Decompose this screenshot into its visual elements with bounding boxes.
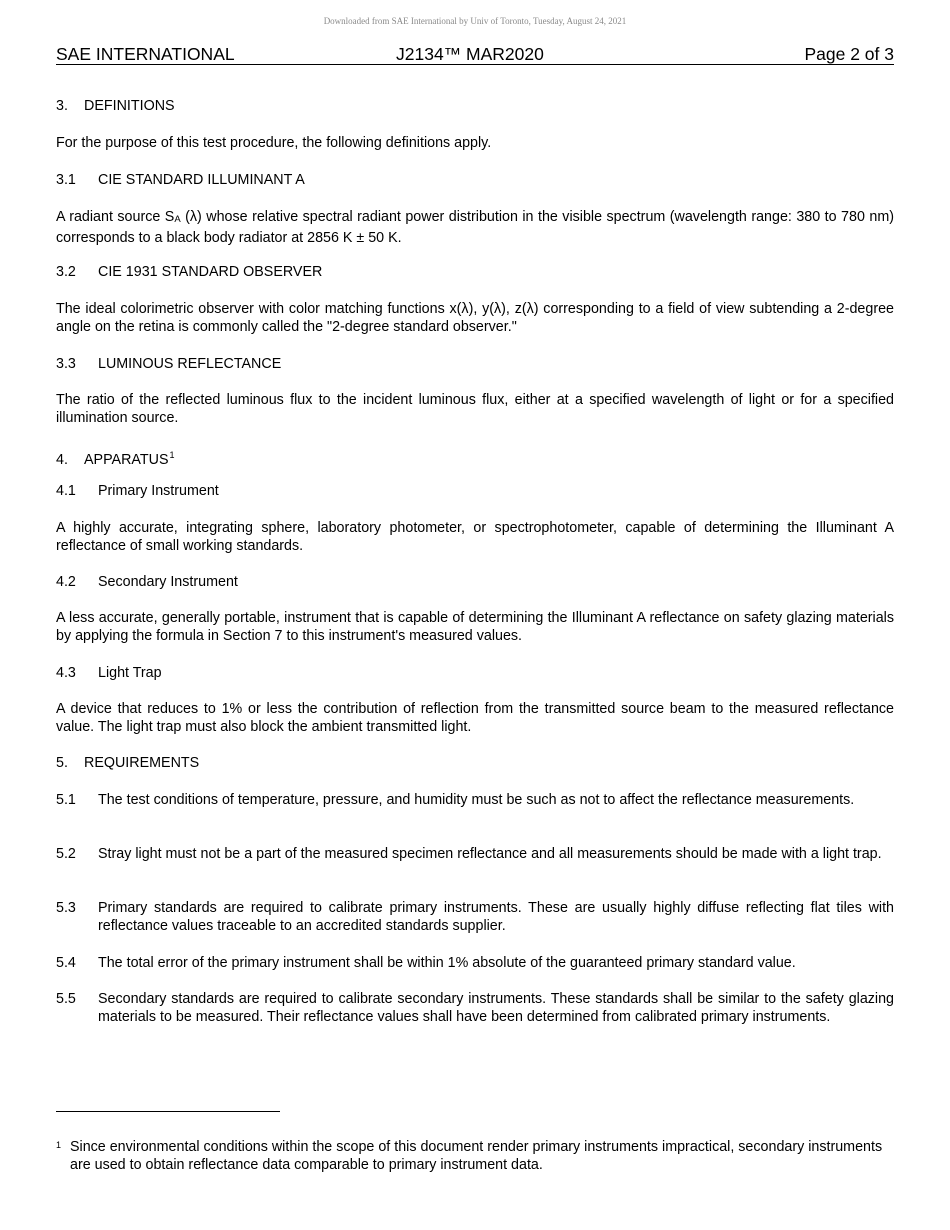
- requirement-text: Stray light must not be a part of the measured specimen reflectance and all measurements should be made with a light trap.: [98, 846, 882, 862]
- paragraph-text: A radiant source S: [56, 209, 175, 225]
- section-3-2-heading: [56, 263, 894, 281]
- requirement-number: 5.1: [56, 792, 76, 808]
- section-3-3-paragraph: The ratio of the reflected luminous flux to the incident luminous flux, either at a specified wavelength of light or for a specified illumination source.: [56, 392, 894, 426]
- section-4-1-paragraph: A highly accurate, integrating sphere, laboratory photometer, or spectrophotometer, capable of determining the Illuminant A reflectance of small working standards.: [56, 520, 894, 554]
- section-title: REQUIREMENTS: [84, 755, 200, 771]
- section-4-2-heading: [56, 573, 894, 591]
- section-number: 5.: [56, 755, 68, 771]
- paragraph-text-continued: (λ) whose relative spectral radiant power distribution in the visible spectrum (wavelength range: 380 to 780 nm) corresponds to a black body radiator at 2856 K ± 50 K.: [56, 209, 895, 246]
- requirement-text: Primary standards are required to calibrate primary instruments. These are usually highly diffuse reflecting flat tiles with reflectance values traceable to an accredited standards supplier.: [98, 900, 894, 934]
- section-4-heading: [56, 446, 894, 469]
- requirement-number: 5.3: [56, 900, 76, 916]
- section-4-2-paragraph: A less accurate, generally portable, instrument that is capable of determining the Illuminant A reflectance on safety glazing materials by applying the formula in Section 7 to this instrument's measured values.: [56, 610, 894, 644]
- section-number: 4.: [56, 452, 68, 468]
- section-title: APPARATUS: [84, 452, 169, 468]
- section-3-intro: For the purpose of this test procedure, the following definitions apply.: [56, 135, 492, 151]
- footnote-text: Since environmental conditions within the scope of this document render primary instruments impractical, secondary instruments are used to obtain reflectance data comparable to primary instrument data.: [70, 1139, 883, 1173]
- header-doc-id: J2134™ MAR2020: [396, 44, 544, 64]
- subsection-number: 3.1: [56, 172, 76, 188]
- page-header: [56, 44, 894, 65]
- requirement-number: 5.2: [56, 846, 76, 862]
- subsection-number: 3.3: [56, 356, 76, 372]
- requirement-item: [56, 845, 894, 863]
- section-3-3-heading: [56, 355, 894, 373]
- footnote-divider: [56, 1111, 280, 1112]
- footnote-marker: 1: [56, 1140, 62, 1150]
- subsection-title: CIE 1931 STANDARD OBSERVER: [98, 264, 323, 280]
- requirement-item: [56, 899, 894, 935]
- subsection-number: 4.1: [56, 483, 76, 499]
- requirement-item: [56, 954, 894, 972]
- subsection-number: 3.2: [56, 264, 76, 280]
- requirement-number: 5.4: [56, 955, 76, 971]
- section-title: DEFINITIONS: [84, 98, 175, 114]
- section-4-1-heading: [56, 482, 894, 500]
- subsection-title: Light Trap: [98, 665, 162, 681]
- subscript-text: A: [174, 214, 181, 225]
- subsection-title: CIE STANDARD ILLUMINANT A: [98, 172, 305, 188]
- requirement-item: [56, 990, 894, 1026]
- requirement-number: 5.5: [56, 991, 76, 1007]
- section-3-1-heading: [56, 171, 894, 189]
- subsection-title: LUMINOUS REFLECTANCE: [98, 356, 282, 372]
- section-4-3-heading: [56, 664, 894, 682]
- footnote: [56, 1138, 894, 1174]
- section-5-heading: [56, 754, 894, 772]
- requirement-text: The test conditions of temperature, pressure, and humidity must be such as not to affect the reflectance measurements.: [98, 792, 855, 808]
- subsection-title: Primary Instrument: [98, 483, 219, 499]
- section-3-heading: [56, 97, 894, 115]
- footnote-reference[interactable]: 1: [169, 450, 175, 460]
- section-4-3-paragraph: A device that reduces to 1% or less the contribution of reflection from the transmitted source beam to the measured reflectance value. The light trap must also block the ambient transmitted light.: [56, 701, 894, 735]
- section-number: 3.: [56, 98, 68, 114]
- header-org: SAE INTERNATIONAL: [56, 44, 235, 64]
- requirement-text: Secondary standards are required to calibrate secondary instruments. These standards shall be similar to the safety glazing materials to be measured. Their reflectance values shall have been determined from calibrated primary instruments.: [98, 991, 894, 1025]
- section-3-1-paragraph: [56, 208, 894, 247]
- section-3-2-paragraph: The ideal colorimetric observer with color matching functions x(λ), y(λ), z(λ) corresponding to a field of view subtending a 2-degree angle on the retina is commonly called the "2-degree standard observer.": [56, 301, 894, 335]
- requirement-text: The total error of the primary instrument shall be within 1% absolute of the guaranteed primary standard value.: [98, 955, 796, 971]
- subsection-title: Secondary Instrument: [98, 574, 238, 590]
- requirement-item: [56, 791, 894, 809]
- subsection-number: 4.2: [56, 574, 76, 590]
- subsection-number: 4.3: [56, 665, 76, 681]
- header-page-number: Page 2 of 3: [804, 44, 894, 64]
- download-watermark: Downloaded from SAE International by Univ of Toronto, Tuesday, August 24, 2021: [323, 16, 627, 26]
